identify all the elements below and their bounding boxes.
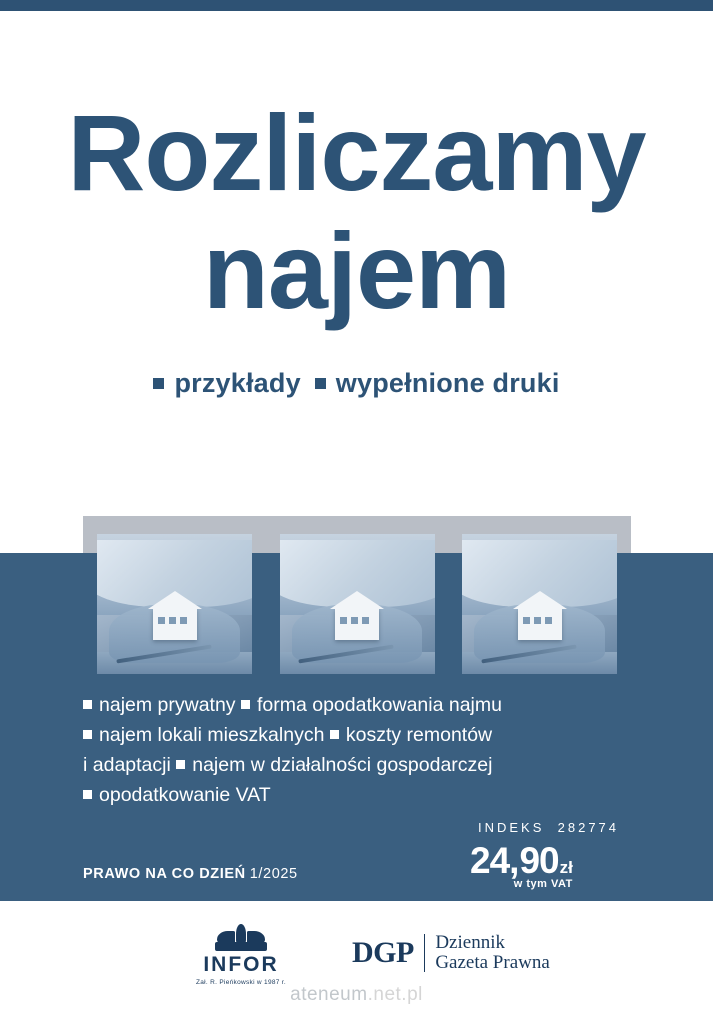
series-name: PRAWO NA CO DZIEŃ: [83, 866, 246, 882]
price-integer: 24: [470, 840, 510, 881]
house-windows: [340, 617, 347, 624]
infor-emblem-icon: [215, 925, 267, 951]
dgp-full-line-2: Gazeta Prawna: [435, 952, 550, 973]
watermark: [0, 984, 713, 1006]
cover-subtitle: [0, 368, 713, 399]
list-item-label: koszty remontów: [345, 724, 493, 746]
infor-name: INFOR: [203, 953, 279, 976]
bullet-square-icon: [83, 700, 92, 709]
cover-photo-strip: [97, 534, 617, 674]
list-item-label: i adaptacji: [83, 754, 171, 776]
dgp-divider: [424, 934, 426, 972]
list-item-label: najem lokali mieszkalnych: [99, 724, 325, 746]
house-model-icon: [335, 608, 379, 640]
publisher-logos: [0, 925, 713, 990]
list-item-label: najem prywatny: [99, 694, 236, 716]
dgp-full-name: [435, 933, 549, 973]
list-item: [83, 694, 236, 716]
house-model-icon: [518, 608, 562, 640]
list-item: [330, 724, 492, 746]
cover-photo-2: [280, 534, 435, 674]
list-item-label: opodatkowanie VAT: [99, 784, 271, 806]
price-currency: zł: [559, 858, 573, 877]
infor-tagline: Zał. R. Pieńkowski w 1987 r.: [195, 979, 287, 986]
house-model-icon: [153, 608, 197, 640]
watermark-text: ateneum: [290, 984, 368, 1005]
bullet-square-icon: [315, 378, 326, 389]
house-windows: [523, 617, 530, 624]
price-decimal: 90: [519, 840, 559, 881]
dgp-full-line-1: Dziennik: [435, 932, 505, 953]
list-item: [241, 694, 502, 716]
book-base: [215, 942, 267, 951]
issue-number: 1/2025: [249, 866, 298, 882]
house-windows: [158, 617, 165, 624]
bullet-square-icon: [83, 790, 92, 799]
index-number: [478, 820, 619, 835]
topic-list: [83, 690, 643, 810]
cover-photo-1: [97, 534, 252, 674]
list-item: [83, 724, 324, 746]
dgp-abbreviation: DGP: [352, 936, 414, 969]
top-accent-bar-inner: [0, 0, 713, 11]
bullet-square-icon: [241, 700, 250, 709]
price-block: [470, 840, 573, 890]
watermark-domain: .net.pl: [367, 984, 423, 1005]
cover-title: [0, 92, 713, 331]
bullet-square-icon: [153, 378, 164, 389]
flame: [236, 924, 246, 944]
list-item-continuation: [83, 754, 171, 776]
series-line: [83, 866, 298, 882]
index-value: 282774: [557, 820, 620, 835]
price-comma: ,: [509, 840, 520, 881]
title-line-1: Rozliczamy: [67, 92, 646, 213]
cover-photo-3: [462, 534, 617, 674]
price-vat-note: w tym VAT: [513, 878, 573, 890]
bullet-square-icon: [330, 730, 339, 739]
list-item: [176, 754, 492, 776]
list-item: [83, 784, 271, 806]
list-item-label: forma opodatkowania najmu: [256, 694, 502, 716]
index-label: INDEKS: [478, 820, 545, 835]
dgp-logo: [352, 933, 550, 973]
list-item-label: najem w działalności gospodarczej: [192, 754, 493, 776]
bullet-square-icon: [176, 760, 185, 769]
bullet-square-icon: [83, 730, 92, 739]
top-accent-bar: [0, 0, 713, 11]
subtitle-part-1: przykłady: [174, 368, 301, 398]
title-line-2: najem: [202, 209, 511, 331]
subtitle-part-2: wypełnione druki: [335, 368, 560, 398]
infor-logo: [186, 925, 296, 986]
